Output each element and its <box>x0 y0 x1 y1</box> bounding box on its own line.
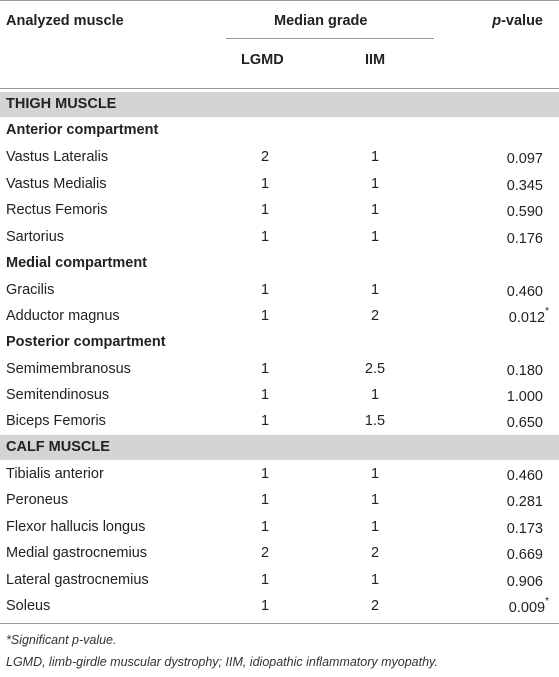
cell-iim: 1 <box>370 572 380 588</box>
cell-lgmd: 1 <box>260 492 270 508</box>
cell-lgmd: 1 <box>260 282 270 298</box>
table-row <box>0 567 559 593</box>
cell-lgmd: 1 <box>260 387 270 403</box>
cell-muscle: Vastus Lateralis <box>6 149 109 165</box>
header-iim: IIM <box>365 52 386 68</box>
table-row <box>0 171 559 197</box>
table-row <box>0 356 559 382</box>
table-row <box>0 144 559 170</box>
median-grade-underline <box>226 38 434 39</box>
cell-p: 0.009* <box>508 596 549 616</box>
cell-p: 0.180 <box>506 362 543 379</box>
cell-p: 0.345 <box>506 177 543 194</box>
header-analyzed-muscle: Analyzed muscle <box>6 13 124 29</box>
cell-muscle: Lateral gastrocnemius <box>6 572 149 588</box>
cell-lgmd: 2 <box>260 545 270 561</box>
cell-lgmd: 1 <box>260 361 270 377</box>
cell-p: 0.460 <box>506 283 543 300</box>
cell-muscle: Gracilis <box>6 282 55 298</box>
section-band-thigh <box>0 92 559 117</box>
table-row <box>0 593 559 619</box>
table-row <box>0 540 559 566</box>
header-median-grade: Median grade <box>274 13 368 29</box>
table-row <box>0 303 559 329</box>
cell-iim: 2.5 <box>364 361 386 377</box>
cell-iim: 1 <box>370 176 380 192</box>
header-lgmd: LGMD <box>241 52 284 68</box>
cell-p: 1.000 <box>506 388 543 405</box>
cell-iim: 1 <box>370 492 380 508</box>
cell-muscle: Semitendinosus <box>6 387 110 403</box>
cell-lgmd: 1 <box>260 572 270 588</box>
cell-p: 0.460 <box>506 467 543 484</box>
cell-lgmd: 1 <box>260 466 270 482</box>
cell-muscle: Tibialis anterior <box>6 466 104 482</box>
cell-p: 0.173 <box>506 520 543 537</box>
cell-muscle: Vastus Medialis <box>6 176 107 192</box>
table-row <box>0 514 559 540</box>
cell-lgmd: 1 <box>260 308 270 324</box>
table-row <box>0 197 559 223</box>
cell-p: 0.669 <box>506 546 543 563</box>
cell-p: 0.281 <box>506 493 543 510</box>
cell-iim: 1.5 <box>364 413 386 429</box>
cell-muscle: Adductor magnus <box>6 308 120 324</box>
footnote-significance: *Significant p-value. <box>6 633 117 647</box>
cell-lgmd: 1 <box>260 229 270 245</box>
subsection-medial: Medial compartment <box>6 255 147 271</box>
cell-lgmd: 1 <box>260 598 270 614</box>
footnote-abbreviations: LGMD, limb-girdle muscular dystrophy; IIM, idiopathic inflammatory myopathy. <box>6 655 438 669</box>
table-row <box>0 408 559 434</box>
section-band-calf <box>0 435 559 460</box>
cell-lgmd: 1 <box>260 202 270 218</box>
cell-iim: 2 <box>370 598 380 614</box>
cell-iim: 1 <box>370 282 380 298</box>
cell-muscle: Rectus Femoris <box>6 202 108 218</box>
cell-p: 0.176 <box>506 230 543 247</box>
cell-p: 0.097 <box>506 150 543 167</box>
cell-p: 0.590 <box>506 203 543 220</box>
cell-iim: 2 <box>370 308 380 324</box>
header-bottom-rule <box>0 88 559 89</box>
cell-muscle: Soleus <box>6 598 51 614</box>
cell-lgmd: 1 <box>260 519 270 535</box>
cell-lgmd: 2 <box>260 149 270 165</box>
cell-muscle: Sartorius <box>6 229 65 245</box>
cell-lgmd: 1 <box>260 413 270 429</box>
table-bottom-rule <box>0 623 559 624</box>
section-title-thigh: THIGH MUSCLE <box>6 96 117 112</box>
cell-p: 0.650 <box>506 414 543 431</box>
cell-p: 0.012* <box>508 306 549 326</box>
cell-iim: 1 <box>370 149 380 165</box>
cell-muscle: Medial gastrocnemius <box>6 545 148 561</box>
table-row <box>0 487 559 513</box>
cell-muscle: Flexor hallucis longus <box>6 519 146 535</box>
cell-iim: 2 <box>370 545 380 561</box>
cell-iim: 1 <box>370 202 380 218</box>
cell-iim: 1 <box>370 387 380 403</box>
header-p-value: p-value <box>492 13 543 29</box>
cell-iim: 1 <box>370 229 380 245</box>
subsection-anterior: Anterior compartment <box>6 122 159 138</box>
subsection-posterior: Posterior compartment <box>6 334 166 350</box>
cell-lgmd: 1 <box>260 176 270 192</box>
cell-p: 0.906 <box>506 573 543 590</box>
section-title-calf: CALF MUSCLE <box>6 439 110 455</box>
cell-muscle: Peroneus <box>6 492 69 508</box>
cell-muscle: Biceps Femoris <box>6 413 106 429</box>
cell-iim: 1 <box>370 519 380 535</box>
table-row <box>0 277 559 303</box>
table-top-rule <box>0 0 559 1</box>
cell-iim: 1 <box>370 466 380 482</box>
table-row <box>0 224 559 250</box>
table-row <box>0 461 559 487</box>
cell-muscle: Semimembranosus <box>6 361 131 377</box>
table-row <box>0 382 559 408</box>
